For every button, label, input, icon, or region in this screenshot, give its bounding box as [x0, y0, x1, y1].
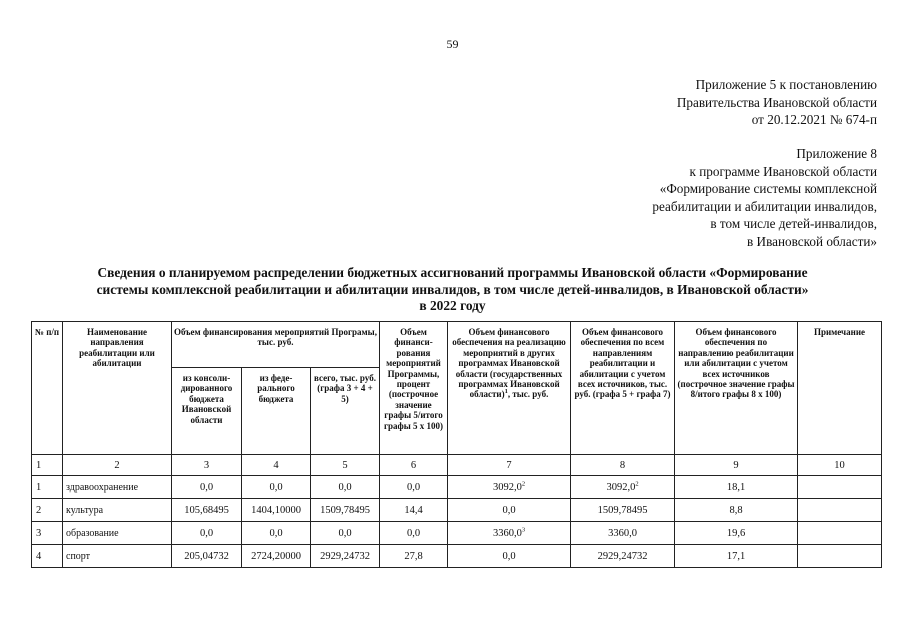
cell-share: 8,8 [675, 499, 798, 522]
cell-total: 1509,78495 [311, 499, 380, 522]
header-all-sources: Объем финансового обеспечения по всем направлениям реабилитации и абилитации с учетом всех источников, тыс. руб. (графа 5 + графа 7) [571, 322, 675, 455]
header-other-programs-unit: , тыс. руб. [507, 389, 549, 400]
cell-percent: 0,0 [380, 522, 448, 545]
appendix-5-line: от 20.12.2021 № 674-п [751, 112, 877, 128]
cell-other [448, 499, 571, 522]
header-federal: из феде-рального бюджета [242, 368, 311, 455]
footnote-mark: 2 [521, 480, 526, 487]
cell-other [448, 476, 571, 499]
column-number: 7 [448, 455, 571, 476]
table-row [32, 522, 882, 545]
title-line: системы комплексной реабилитации и абилитации инвалидов, в том числе детей-инвалидов, в Ивановской области» [96, 281, 809, 297]
cell-value: 0,0 [502, 504, 516, 516]
table-row [32, 545, 882, 568]
footnote-mark: 2 [635, 480, 639, 487]
appendix-8-line: в том числе детей-инвалидов, [710, 216, 877, 232]
appendix-5-block [677, 76, 877, 129]
row-name: спорт [63, 545, 172, 568]
header-share: Объем финансового обеспечения по направлению реабилитации или абилитации с учетом всех источников (построчное значение графы 8/итого графы 8 х 100) [675, 322, 798, 455]
row-num: 1 [32, 476, 63, 499]
row-name: культура [63, 499, 172, 522]
appendix-8-line: в Ивановской области» [747, 233, 877, 249]
appendix-5-line: Приложение 5 к постановлению [695, 77, 877, 92]
column-number: 8 [571, 455, 675, 476]
page-number: 59 [446, 37, 459, 51]
cell-other [448, 522, 571, 545]
cell-note [798, 545, 882, 568]
cell-value: 2929,24732 [597, 550, 648, 562]
appendix-5-line: Правительства Ивановской области [676, 94, 877, 110]
table-row [32, 499, 882, 522]
header-num: № п/п [32, 322, 63, 455]
cell-value: 3092,0 [492, 481, 522, 493]
cell-consolidated: 0,0 [172, 522, 242, 545]
cell-percent: 0,0 [380, 476, 448, 499]
cell-consolidated: 205,04732 [172, 545, 242, 568]
cell-all-sources [571, 545, 675, 568]
cell-percent: 14,4 [380, 499, 448, 522]
cell-federal: 0,0 [242, 476, 311, 499]
row-name: образование [63, 522, 172, 545]
cell-value: 3360,0 [492, 527, 522, 539]
title-line: в 2022 году [419, 298, 486, 313]
header-financing-group: Объем финансирования мероприятий Програмы, тыс. руб. [172, 322, 380, 368]
footnote-mark: 3 [521, 526, 526, 533]
cell-total: 0,0 [311, 522, 380, 545]
cell-value: 3092,0 [606, 481, 636, 493]
column-number: 6 [380, 455, 448, 476]
cell-other [448, 545, 571, 568]
cell-total: 0,0 [311, 476, 380, 499]
cell-all-sources [571, 499, 675, 522]
appendix-8-line: Приложение 8 [796, 146, 877, 161]
cell-value: 0,0 [502, 550, 516, 562]
row-name: здравоохранение [63, 476, 172, 499]
header-direction: Наименование направления реабилитации или абилитации [63, 322, 172, 455]
cell-percent: 27,8 [380, 545, 448, 568]
cell-federal: 0,0 [242, 522, 311, 545]
column-number: 3 [172, 455, 242, 476]
cell-federal: 2724,20000 [242, 545, 311, 568]
cell-note [798, 476, 882, 499]
header-other-programs-text: Объем финансового обеспечения на реализацию мероприятий в других программах Ивановской области (государственных программах Ивановской области) [452, 327, 566, 400]
column-numbers-row [32, 455, 882, 476]
header-total: всего, тыс. руб. (графа 3 + 4 + 5) [311, 368, 380, 455]
appendix-8-line: к программе Ивановской области [689, 163, 877, 179]
column-number: 5 [311, 455, 380, 476]
cell-federal: 1404,10000 [242, 499, 311, 522]
cell-note [798, 499, 882, 522]
column-number: 9 [675, 455, 798, 476]
cell-all-sources [571, 522, 675, 545]
budget-table [31, 321, 882, 568]
cell-share: 18,1 [675, 476, 798, 499]
row-num: 4 [32, 545, 63, 568]
cell-all-sources [571, 476, 675, 499]
column-number: 2 [63, 455, 172, 476]
row-num: 3 [32, 522, 63, 545]
document-title [35, 265, 870, 315]
title-line: Сведения о планируемом распределении бюджетных ассигнований программы Ивановской области «Формирование [97, 265, 808, 280]
column-number: 4 [242, 455, 311, 476]
cell-total: 2929,24732 [311, 545, 380, 568]
column-number: 1 [32, 455, 63, 476]
appendix-8-line: реабилитации и абилитации инвалидов, [652, 198, 877, 214]
cell-consolidated: 0,0 [172, 476, 242, 499]
appendix-8-line: «Формирование системы комплексной [659, 181, 877, 197]
row-num: 2 [32, 499, 63, 522]
header-consolidated: из консоли-дированного бюджета Ивановской области [172, 368, 242, 455]
header-other-programs [448, 322, 571, 455]
footnote-mark: 1 [504, 388, 508, 396]
cell-note [798, 522, 882, 545]
appendix-8-block [652, 145, 877, 251]
table-row [32, 476, 882, 499]
cell-value: 3360,0 [608, 527, 637, 539]
cell-consolidated: 105,68495 [172, 499, 242, 522]
header-percent: Объем финанси-рования мероприятий Программы, процент (построчное значение графы 5/итого графы 5 х 100) [380, 322, 448, 455]
header-note: Примечание [798, 322, 882, 455]
cell-share: 17,1 [675, 545, 798, 568]
cell-share: 19,6 [675, 522, 798, 545]
column-number: 10 [798, 455, 882, 476]
cell-value: 1509,78495 [597, 504, 648, 516]
